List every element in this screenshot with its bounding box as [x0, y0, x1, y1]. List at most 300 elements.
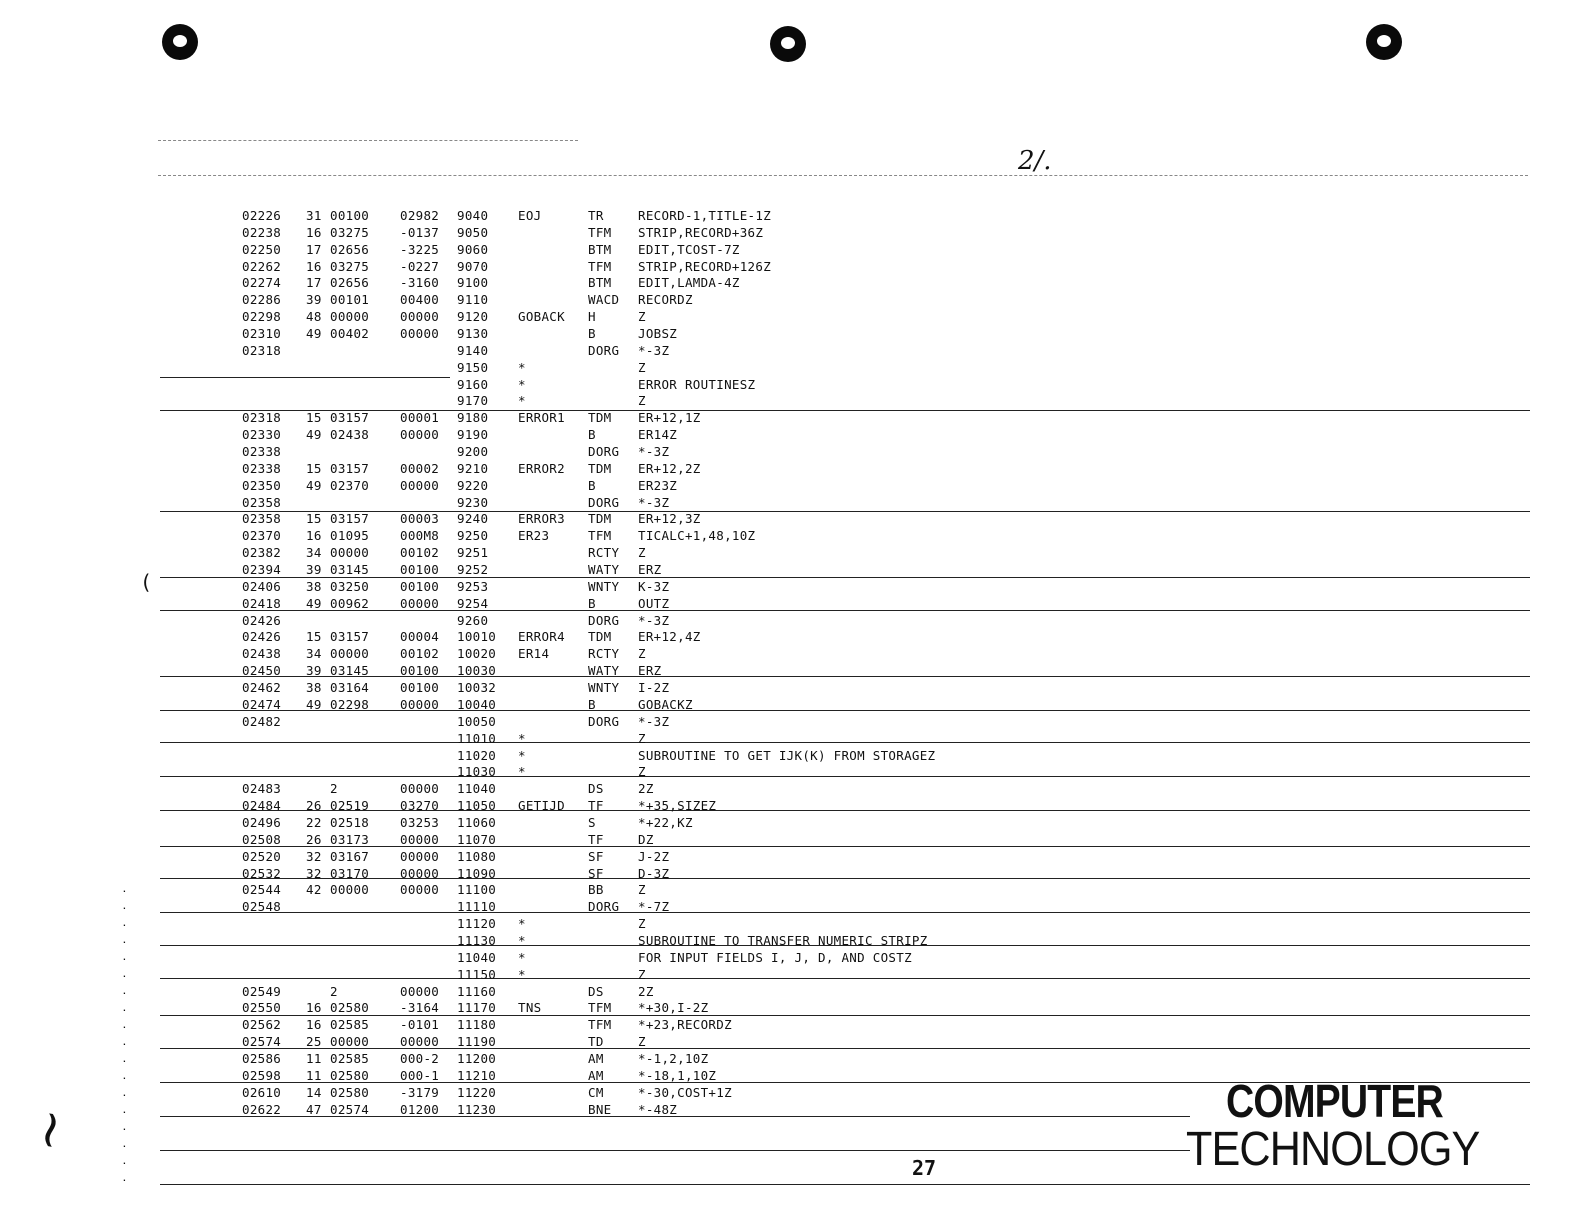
operand-cell: EDIT,LAMDA-4Z [638, 275, 740, 291]
opcode-cell: 39 [306, 292, 322, 308]
operand-cell: ER+12,4Z [638, 629, 701, 645]
operand-cell: RECORDZ [638, 292, 693, 308]
punch-hole-left [162, 24, 198, 60]
opcode-cell: 31 [306, 208, 322, 223]
label-cell: * [518, 393, 526, 409]
operand-cell: Z [638, 309, 646, 325]
q-address-cell: 00000 [400, 1034, 440, 1050]
q-address-cell: 00000 [400, 848, 440, 864]
location-cell: 02250 [242, 241, 282, 257]
p-address-cell: 02580 [330, 1000, 370, 1016]
location-cell: 02520 [242, 848, 282, 864]
operand-cell: *-1,2,10Z [638, 1050, 709, 1066]
location-cell: 02483 [242, 781, 282, 797]
operand-cell: ER14Z [638, 427, 678, 443]
mnemonic-cell: RCTY [588, 545, 620, 561]
operand-cell: OUTZ [638, 595, 670, 611]
location-cell: 02484 [242, 798, 282, 814]
p-address-cell: 02580 [330, 1084, 370, 1100]
label-cell: ER23 [518, 528, 550, 544]
label-cell: ER14 [518, 646, 550, 662]
mnemonic-cell: B [588, 696, 596, 712]
sequence-cell: 11170 [457, 1000, 497, 1016]
opcode-cell: 14 [306, 1084, 322, 1100]
sequence-cell: 9140 [457, 342, 489, 358]
paper-rule [160, 776, 1530, 777]
mnemonic-cell: WATY [588, 663, 620, 679]
location-cell: 02238 [242, 224, 282, 240]
label-cell: GOBACK [518, 309, 565, 325]
mnemonic-cell: DORG [588, 899, 620, 915]
opcode-cell: 17 [306, 241, 322, 257]
sequence-cell: 10040 [457, 696, 497, 712]
q-address-cell: 00000 [400, 882, 440, 898]
location-cell: 02532 [242, 865, 282, 881]
opcode-cell: 49 [306, 326, 322, 342]
mnemonic-cell: TD [588, 1034, 604, 1050]
paper-rule [160, 377, 450, 378]
sequence-cell: 11200 [457, 1050, 497, 1066]
sequence-cell: 9070 [457, 258, 489, 274]
location-cell: 02286 [242, 292, 282, 308]
q-address-cell: 00000 [400, 983, 440, 999]
location-cell: 02598 [242, 1067, 282, 1083]
label-cell: ERROR3 [518, 511, 565, 527]
opcode-cell: 49 [306, 427, 322, 443]
q-address-cell: 00000 [400, 595, 440, 611]
mnemonic-cell: TDM [588, 629, 612, 645]
opcode-cell: 38 [306, 578, 322, 594]
operand-cell: Z [638, 882, 646, 898]
location-cell: 02549 [242, 983, 282, 999]
label-cell: EOJ [518, 208, 542, 223]
paper-rule [160, 912, 1530, 913]
location-cell: 02544 [242, 882, 282, 898]
mnemonic-cell: BTM [588, 275, 612, 291]
q-address-cell: 00001 [400, 410, 440, 426]
mnemonic-cell: TF [588, 798, 604, 814]
location-cell: 02318 [242, 342, 282, 358]
opcode-cell: 38 [306, 680, 322, 696]
location-cell: 02358 [242, 511, 282, 527]
location-cell: 02462 [242, 680, 282, 696]
p-address-cell: 03275 [330, 224, 370, 240]
q-address-cell: -3164 [400, 1000, 440, 1016]
mnemonic-cell: RCTY [588, 646, 620, 662]
p-address-cell: 02519 [330, 798, 370, 814]
opcode-cell: 34 [306, 646, 322, 662]
p-address-cell: 03157 [330, 629, 370, 645]
mnemonic-cell: DORG [588, 444, 620, 460]
sequence-cell: 11130 [457, 932, 497, 948]
operand-cell: *-7Z [638, 899, 670, 915]
p-address-cell: 02656 [330, 275, 370, 291]
location-cell: 02562 [242, 1017, 282, 1033]
opcode-cell: 11 [306, 1067, 322, 1083]
location-cell: 02358 [242, 494, 282, 510]
q-address-cell: 00400 [400, 292, 440, 308]
location-cell: 02274 [242, 275, 282, 291]
opcode-cell: 17 [306, 275, 322, 291]
operand-cell: ER+12,1Z [638, 410, 701, 426]
label-cell: ERROR4 [518, 629, 565, 645]
location-cell: 02350 [242, 477, 282, 493]
opcode-cell: 49 [306, 696, 322, 712]
mnemonic-cell: CM [588, 1084, 604, 1100]
location-cell: 02426 [242, 629, 282, 645]
sequence-cell: 11110 [457, 899, 497, 915]
sequence-cell: 10020 [457, 646, 497, 662]
paper-rule [160, 742, 1530, 743]
label-cell: * [518, 932, 526, 948]
operand-cell: FOR INPUT FIELDS I, J, D, AND COSTZ [638, 949, 912, 965]
sequence-cell: 9252 [457, 562, 489, 578]
q-address-cell: 00100 [400, 562, 440, 578]
computer-technology-logo [1186, 1075, 1512, 1176]
operand-cell: D-3Z [638, 865, 670, 881]
opcode-cell: 49 [306, 595, 322, 611]
operand-cell: RECORD-1,TITLE-1Z [638, 208, 772, 223]
p-address-cell: 02574 [330, 1101, 370, 1117]
location-cell: 02508 [242, 831, 282, 847]
margin-line-counter: · · · · · · · · · · · · · · · · · · [122, 887, 127, 1185]
q-address-cell: 03270 [400, 798, 440, 814]
sequence-cell: 9160 [457, 376, 489, 392]
paper-rule [160, 978, 1530, 979]
mnemonic-cell: B [588, 326, 596, 342]
label-cell: * [518, 966, 526, 982]
location-cell: 02426 [242, 612, 282, 628]
operand-cell: I-2Z [638, 680, 670, 696]
mnemonic-cell: TFM [588, 1017, 612, 1033]
operand-cell: Z [638, 764, 646, 780]
mnemonic-cell: SF [588, 848, 604, 864]
label-cell: * [518, 764, 526, 780]
mnemonic-cell: BTM [588, 241, 612, 257]
operand-cell: GOBACKZ [638, 696, 693, 712]
mnemonic-cell: TF [588, 831, 604, 847]
operand-cell: ERZ [638, 562, 662, 578]
opcode-cell: 39 [306, 562, 322, 578]
mnemonic-cell: TDM [588, 511, 612, 527]
location-cell: 02496 [242, 814, 282, 830]
p-address-cell: 03164 [330, 680, 370, 696]
label-cell: * [518, 730, 526, 746]
sequence-cell: 9220 [457, 477, 489, 493]
sequence-cell: 9200 [457, 444, 489, 460]
sequence-cell: 10030 [457, 663, 497, 679]
p-address-cell: 02585 [330, 1050, 370, 1066]
operand-cell: *-30,COST+1Z [638, 1084, 732, 1100]
sequence-cell: 9253 [457, 578, 489, 594]
opcode-cell: 16 [306, 224, 322, 240]
sequence-cell: 9260 [457, 612, 489, 628]
mnemonic-cell: B [588, 477, 596, 493]
p-address-cell: 03157 [330, 460, 370, 476]
punch-hole-right [1366, 24, 1402, 60]
sequence-cell: 9180 [457, 410, 489, 426]
location-cell: 02610 [242, 1084, 282, 1100]
q-address-cell: 00102 [400, 646, 440, 662]
sequence-cell: 11060 [457, 814, 497, 830]
punch-hole-center [770, 26, 806, 62]
operand-cell: Z [638, 393, 646, 409]
p-address-cell: 02585 [330, 1017, 370, 1033]
operand-cell: *-3Z [638, 342, 670, 358]
location-cell: 02586 [242, 1050, 282, 1066]
operand-cell: *-18,1,10Z [638, 1067, 717, 1083]
q-address-cell: 00003 [400, 511, 440, 527]
p-address-cell: 00100 [330, 208, 370, 223]
sequence-cell: 9254 [457, 595, 489, 611]
opcode-cell: 15 [306, 460, 322, 476]
sequence-cell: 11120 [457, 916, 497, 932]
sequence-cell: 11040 [457, 781, 497, 797]
p-address-cell: 03157 [330, 511, 370, 527]
mnemonic-cell: TDM [588, 410, 612, 426]
sequence-cell: 11230 [457, 1101, 497, 1117]
sequence-cell: 11080 [457, 848, 497, 864]
logo-line-1: COMPUTER [1226, 1075, 1443, 1127]
p-address-cell: 00402 [330, 326, 370, 342]
opcode-cell: 15 [306, 629, 322, 645]
operand-cell: 2Z [638, 983, 654, 999]
operand-cell: Z [638, 1034, 646, 1050]
sequence-cell: 9100 [457, 275, 489, 291]
margin-scribble-mark: ~ [16, 1103, 84, 1157]
location-cell: 02548 [242, 899, 282, 915]
opcode-cell: 49 [306, 477, 322, 493]
label-cell: * [518, 747, 526, 763]
opcode-cell: 22 [306, 814, 322, 830]
mnemonic-cell: SF [588, 865, 604, 881]
location-cell: 02310 [242, 326, 282, 342]
mnemonic-cell: DORG [588, 494, 620, 510]
mnemonic-cell: WATY [588, 562, 620, 578]
sequence-cell: 11070 [457, 831, 497, 847]
sequence-cell: 11030 [457, 764, 497, 780]
mnemonic-cell: S [588, 814, 596, 830]
p-address-cell: 02656 [330, 241, 370, 257]
opcode-cell: 48 [306, 309, 322, 325]
sequence-cell: 9060 [457, 241, 489, 257]
location-cell: 02338 [242, 460, 282, 476]
operand-cell: ER23Z [638, 477, 678, 493]
location-cell: 02622 [242, 1101, 282, 1117]
mnemonic-cell: BB [588, 882, 604, 898]
location-cell: 02550 [242, 1000, 282, 1016]
mnemonic-cell: DS [588, 983, 604, 999]
sequence-cell: 9170 [457, 393, 489, 409]
opcode-cell: 32 [306, 865, 322, 881]
opcode-cell: 32 [306, 848, 322, 864]
mnemonic-cell: DORG [588, 612, 620, 628]
operand-cell: ERROR ROUTINESZ [638, 376, 756, 392]
page-number: 27 [912, 1156, 937, 1180]
q-address-cell: 00000 [400, 477, 440, 493]
operand-cell: *-3Z [638, 494, 670, 510]
opcode-cell: 42 [306, 882, 322, 898]
opcode-cell: 34 [306, 545, 322, 561]
operand-cell: Z [638, 545, 646, 561]
sequence-cell: 10032 [457, 680, 497, 696]
sequence-cell: 10050 [457, 713, 497, 729]
q-address-cell: -0227 [400, 258, 440, 274]
p-address-cell: 03250 [330, 578, 370, 594]
location-cell: 02406 [242, 578, 282, 594]
p-address-cell: 02518 [330, 814, 370, 830]
opcode-cell: 15 [306, 410, 322, 426]
operand-cell: ER+12,3Z [638, 511, 701, 527]
operand-cell: Z [638, 966, 646, 982]
location-cell: 02474 [242, 696, 282, 712]
opcode-cell: 47 [306, 1101, 322, 1117]
sequence-cell: 11220 [457, 1084, 497, 1100]
mnemonic-cell: TFM [588, 1000, 612, 1016]
operand-cell: 2Z [638, 781, 654, 797]
operand-cell: *+22,KZ [638, 814, 693, 830]
p-address-cell: 03157 [330, 410, 370, 426]
operand-cell: EDIT,TCOST-7Z [638, 241, 740, 257]
operand-cell: *-3Z [638, 713, 670, 729]
mnemonic-cell: WNTY [588, 578, 620, 594]
opcode-cell: 39 [306, 663, 322, 679]
handwritten-page-mark: 2/. [1018, 146, 1052, 176]
q-address-cell: 00000 [400, 781, 440, 797]
label-cell: * [518, 359, 526, 375]
operand-cell: Z [638, 916, 646, 932]
q-address-cell: 00000 [400, 696, 440, 712]
q-address-cell: -3160 [400, 275, 440, 291]
sequence-cell: 11100 [457, 882, 497, 898]
mnemonic-cell: TFM [588, 528, 612, 544]
q-address-cell: 00004 [400, 629, 440, 645]
label-cell: TNS [518, 1000, 542, 1016]
p-address-cell: 02580 [330, 1067, 370, 1083]
operand-cell: ERZ [638, 663, 662, 679]
opcode-cell: 16 [306, 1000, 322, 1016]
operand-cell: STRIP,RECORD+126Z [638, 258, 772, 274]
sequence-cell: 11020 [457, 747, 497, 763]
q-address-cell: -0101 [400, 1017, 440, 1033]
location-cell: 02450 [242, 663, 282, 679]
mnemonic-cell: AM [588, 1067, 604, 1083]
operand-cell: Z [638, 359, 646, 375]
p-address-cell: 00962 [330, 595, 370, 611]
mnemonic-cell: DS [588, 781, 604, 797]
location-cell: 02330 [242, 427, 282, 443]
location-cell: 02482 [242, 713, 282, 729]
p-address-cell: 03173 [330, 831, 370, 847]
sequence-cell: 11090 [457, 865, 497, 881]
opcode-cell: 16 [306, 1017, 322, 1033]
p-address-cell: 00000 [330, 545, 370, 561]
q-address-cell: 00000 [400, 865, 440, 881]
mnemonic-cell: AM [588, 1050, 604, 1066]
p-address-cell: 03167 [330, 848, 370, 864]
q-address-cell: 00000 [400, 309, 440, 325]
p-address-cell: 2 [330, 983, 338, 999]
label-cell: * [518, 949, 526, 965]
sequence-cell: 11150 [457, 966, 497, 982]
label-cell: * [518, 376, 526, 392]
sequence-cell: 9130 [457, 326, 489, 342]
sequence-cell: 9150 [457, 359, 489, 375]
p-address-cell: 00000 [330, 882, 370, 898]
location-cell: 02338 [242, 444, 282, 460]
sequence-cell: 9040 [457, 208, 489, 223]
operand-cell: J-2Z [638, 848, 670, 864]
operand-cell: SUBROUTINE TO GET IJK(K) FROM STORAGEZ [638, 747, 936, 763]
p-address-cell: 00000 [330, 1034, 370, 1050]
q-address-cell: 00000 [400, 831, 440, 847]
operand-cell: K-3Z [638, 578, 670, 594]
mnemonic-cell: TFM [588, 224, 612, 240]
paper-rule [158, 175, 1528, 176]
p-address-cell: 2 [330, 781, 338, 797]
mnemonic-cell: B [588, 595, 596, 611]
label-cell: GETIJD [518, 798, 565, 814]
sequence-cell: 11010 [457, 730, 497, 746]
sequence-cell: 9110 [457, 292, 489, 308]
paper-rule [160, 1150, 1190, 1151]
operand-cell: ER+12,2Z [638, 460, 701, 476]
opcode-cell: 26 [306, 831, 322, 847]
p-address-cell: 02438 [330, 427, 370, 443]
q-address-cell: 00100 [400, 578, 440, 594]
p-address-cell: 00101 [330, 292, 370, 308]
q-address-cell: 00000 [400, 326, 440, 342]
p-address-cell: 03145 [330, 562, 370, 578]
sequence-cell: 9230 [457, 494, 489, 510]
p-address-cell: 01095 [330, 528, 370, 544]
location-cell: 02382 [242, 545, 282, 561]
mnemonic-cell: TDM [588, 460, 612, 476]
p-address-cell: 02298 [330, 696, 370, 712]
location-cell: 02226 [242, 208, 282, 223]
mnemonic-cell: WNTY [588, 680, 620, 696]
operand-cell: *-48Z [638, 1101, 678, 1117]
opcode-cell: 16 [306, 258, 322, 274]
location-cell: 02370 [242, 528, 282, 544]
q-address-cell: 00102 [400, 545, 440, 561]
location-cell: 02418 [242, 595, 282, 611]
opcode-cell: 25 [306, 1034, 322, 1050]
mnemonic-cell: B [588, 427, 596, 443]
p-address-cell: 03145 [330, 663, 370, 679]
q-address-cell: -0137 [400, 224, 440, 240]
mnemonic-cell: DORG [588, 713, 620, 729]
opcode-cell: 15 [306, 511, 322, 527]
opcode-cell: 11 [306, 1050, 322, 1066]
operand-cell: SUBROUTINE TO TRANSFER NUMERIC STRIPZ [638, 932, 928, 948]
mnemonic-cell: DORG [588, 342, 620, 358]
operand-cell: JOBSZ [638, 326, 678, 342]
sequence-cell: 11040 [457, 949, 497, 965]
sequence-cell: 10010 [457, 629, 497, 645]
sequence-cell: 11190 [457, 1034, 497, 1050]
paper-rule [160, 1184, 1530, 1185]
location-cell: 02298 [242, 309, 282, 325]
sequence-cell: 9120 [457, 309, 489, 325]
sequence-cell: 11210 [457, 1067, 497, 1083]
mnemonic-cell: TFM [588, 258, 612, 274]
q-address-cell: 00000 [400, 427, 440, 443]
p-address-cell: 03275 [330, 258, 370, 274]
operand-cell: TICALC+1,48,10Z [638, 528, 756, 544]
operand-cell: *-3Z [638, 612, 670, 628]
p-address-cell: 00000 [330, 309, 370, 325]
